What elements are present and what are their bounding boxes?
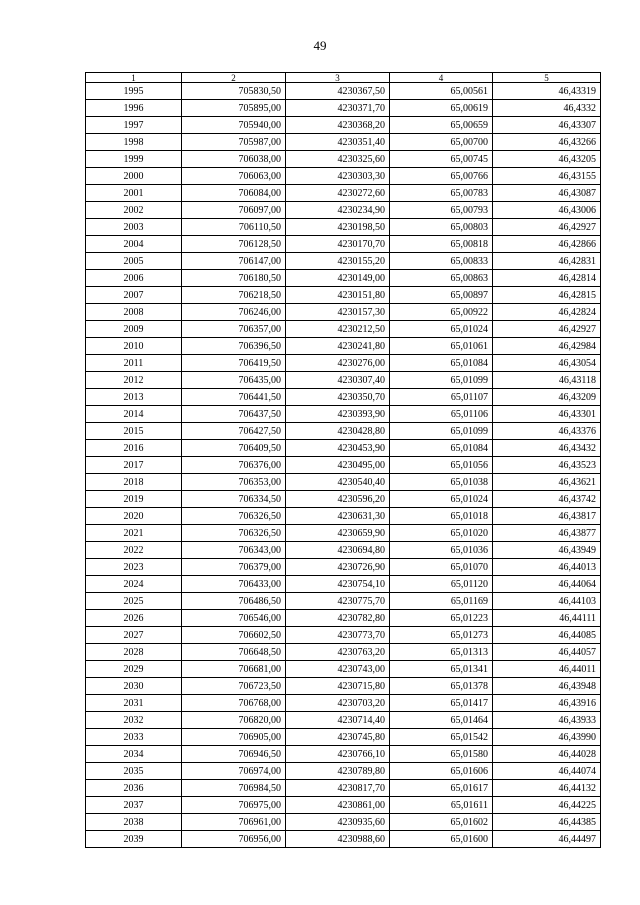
point-number-cell: 2026 <box>86 610 182 627</box>
point-number-cell: 2018 <box>86 474 182 491</box>
longitude-cell: 65,00818 <box>390 236 493 253</box>
point-number-cell: 2034 <box>86 746 182 763</box>
coord-x-cell: 706038,00 <box>182 151 286 168</box>
latitude-cell: 46,43948 <box>493 678 601 695</box>
table-row <box>86 763 601 780</box>
table-row <box>86 406 601 423</box>
coord-x-cell: 706427,50 <box>182 423 286 440</box>
table-row <box>86 270 601 287</box>
longitude-cell: 65,01273 <box>390 627 493 644</box>
table-header <box>86 73 601 83</box>
coord-y-cell: 4230151,80 <box>286 287 390 304</box>
table-row <box>86 253 601 270</box>
longitude-cell: 65,01602 <box>390 814 493 831</box>
coord-y-cell: 4230272,60 <box>286 185 390 202</box>
latitude-cell: 46,43319 <box>493 83 601 100</box>
table-row <box>86 627 601 644</box>
table-row <box>86 321 601 338</box>
longitude-cell: 65,01061 <box>390 338 493 355</box>
coord-y-cell: 4230155,20 <box>286 253 390 270</box>
table-row <box>86 610 601 627</box>
coord-x-cell: 706180,50 <box>182 270 286 287</box>
coord-x-cell: 706084,00 <box>182 185 286 202</box>
coord-y-cell: 4230726,90 <box>286 559 390 576</box>
point-number-cell: 2019 <box>86 491 182 508</box>
table-row <box>86 712 601 729</box>
latitude-cell: 46,43877 <box>493 525 601 542</box>
coord-x-cell: 706433,00 <box>182 576 286 593</box>
coord-x-cell: 706946,50 <box>182 746 286 763</box>
point-number-cell: 2031 <box>86 695 182 712</box>
longitude-cell: 65,01038 <box>390 474 493 491</box>
table-body <box>86 83 601 848</box>
table-row <box>86 780 601 797</box>
longitude-cell: 65,01107 <box>390 389 493 406</box>
table-row <box>86 644 601 661</box>
longitude-cell: 65,01606 <box>390 763 493 780</box>
coord-x-cell: 706147,00 <box>182 253 286 270</box>
latitude-cell: 46,44132 <box>493 780 601 797</box>
table-row <box>86 746 601 763</box>
point-number-cell: 2024 <box>86 576 182 593</box>
latitude-cell: 46,43523 <box>493 457 601 474</box>
latitude-cell: 46,43054 <box>493 355 601 372</box>
point-number-cell: 2032 <box>86 712 182 729</box>
longitude-cell: 65,00700 <box>390 134 493 151</box>
table-row <box>86 355 601 372</box>
coord-x-cell: 706984,50 <box>182 780 286 797</box>
longitude-cell: 65,01600 <box>390 831 493 848</box>
point-number-cell: 2002 <box>86 202 182 219</box>
coord-y-cell: 4230157,30 <box>286 304 390 321</box>
coord-y-cell: 4230754,10 <box>286 576 390 593</box>
latitude-cell: 46,43817 <box>493 508 601 525</box>
table-row <box>86 729 601 746</box>
longitude-cell: 65,01542 <box>390 729 493 746</box>
point-number-cell: 2016 <box>86 440 182 457</box>
coord-y-cell: 4230351,40 <box>286 134 390 151</box>
coord-x-cell: 706379,00 <box>182 559 286 576</box>
coord-x-cell: 705940,00 <box>182 117 286 134</box>
coord-y-cell: 4230861,00 <box>286 797 390 814</box>
point-number-cell: 2020 <box>86 508 182 525</box>
table-row <box>86 372 601 389</box>
coord-y-cell: 4230495,00 <box>286 457 390 474</box>
coord-y-cell: 4230428,80 <box>286 423 390 440</box>
coord-x-cell: 706396,50 <box>182 338 286 355</box>
latitude-cell: 46,44225 <box>493 797 601 814</box>
coord-y-cell: 4230303,30 <box>286 168 390 185</box>
coord-y-cell: 4230241,80 <box>286 338 390 355</box>
coord-x-cell: 706419,50 <box>182 355 286 372</box>
point-number-cell: 2007 <box>86 287 182 304</box>
longitude-cell: 65,01099 <box>390 423 493 440</box>
coord-x-cell: 706546,00 <box>182 610 286 627</box>
longitude-cell: 65,01024 <box>390 491 493 508</box>
latitude-cell: 46,43301 <box>493 406 601 423</box>
longitude-cell: 65,01056 <box>390 457 493 474</box>
point-number-cell: 2028 <box>86 644 182 661</box>
table-row <box>86 304 601 321</box>
point-number-cell: 2006 <box>86 270 182 287</box>
coord-x-cell: 706437,50 <box>182 406 286 423</box>
longitude-cell: 65,01341 <box>390 661 493 678</box>
coord-x-cell: 706768,00 <box>182 695 286 712</box>
coord-x-cell: 706110,50 <box>182 219 286 236</box>
point-number-cell: 2025 <box>86 593 182 610</box>
coord-x-cell: 706486,50 <box>182 593 286 610</box>
coord-y-cell: 4230773,70 <box>286 627 390 644</box>
coord-y-cell: 4230766,10 <box>286 746 390 763</box>
table-row <box>86 831 601 848</box>
latitude-cell: 46,43376 <box>493 423 601 440</box>
point-number-cell: 2017 <box>86 457 182 474</box>
point-number-cell: 2033 <box>86 729 182 746</box>
longitude-cell: 65,00659 <box>390 117 493 134</box>
point-number-cell: 2003 <box>86 219 182 236</box>
table-row <box>86 491 601 508</box>
coord-y-cell: 4230596,20 <box>286 491 390 508</box>
coord-x-cell: 706648,50 <box>182 644 286 661</box>
coord-x-cell: 705830,50 <box>182 83 286 100</box>
longitude-cell: 65,01020 <box>390 525 493 542</box>
latitude-cell: 46,44064 <box>493 576 601 593</box>
latitude-cell: 46,42866 <box>493 236 601 253</box>
coord-y-cell: 4230453,90 <box>286 440 390 457</box>
longitude-cell: 65,01120 <box>390 576 493 593</box>
longitude-cell: 65,01313 <box>390 644 493 661</box>
table-row <box>86 287 601 304</box>
longitude-cell: 65,01417 <box>390 695 493 712</box>
longitude-cell: 65,01024 <box>390 321 493 338</box>
longitude-cell: 65,00803 <box>390 219 493 236</box>
coord-x-cell: 706128,50 <box>182 236 286 253</box>
latitude-cell: 46,43990 <box>493 729 601 746</box>
latitude-cell: 46,43621 <box>493 474 601 491</box>
point-number-cell: 2023 <box>86 559 182 576</box>
column-header-2: 2 <box>182 73 286 83</box>
coord-x-cell: 705987,00 <box>182 134 286 151</box>
point-number-cell: 2001 <box>86 185 182 202</box>
table-row <box>86 338 601 355</box>
coord-y-cell: 4230694,80 <box>286 542 390 559</box>
longitude-cell: 65,01169 <box>390 593 493 610</box>
coord-y-cell: 4230276,00 <box>286 355 390 372</box>
column-header-4: 4 <box>390 73 493 83</box>
longitude-cell: 65,00922 <box>390 304 493 321</box>
coord-x-cell: 706357,00 <box>182 321 286 338</box>
coord-x-cell: 706376,00 <box>182 457 286 474</box>
coord-x-cell: 706723,50 <box>182 678 286 695</box>
coord-y-cell: 4230935,60 <box>286 814 390 831</box>
coord-y-cell: 4230371,70 <box>286 100 390 117</box>
point-number-cell: 2015 <box>86 423 182 440</box>
longitude-cell: 65,01580 <box>390 746 493 763</box>
table-row <box>86 593 601 610</box>
point-number-cell: 2021 <box>86 525 182 542</box>
coord-y-cell: 4230367,50 <box>286 83 390 100</box>
coord-x-cell: 706097,00 <box>182 202 286 219</box>
point-number-cell: 2000 <box>86 168 182 185</box>
longitude-cell: 65,00793 <box>390 202 493 219</box>
coord-y-cell: 4230212,50 <box>286 321 390 338</box>
latitude-cell: 46,43933 <box>493 712 601 729</box>
point-number-cell: 2012 <box>86 372 182 389</box>
point-number-cell: 2027 <box>86 627 182 644</box>
longitude-cell: 65,00745 <box>390 151 493 168</box>
coord-y-cell: 4230745,80 <box>286 729 390 746</box>
coord-x-cell: 706956,00 <box>182 831 286 848</box>
table-row <box>86 202 601 219</box>
latitude-cell: 46,42927 <box>493 321 601 338</box>
coord-y-cell: 4230325,60 <box>286 151 390 168</box>
latitude-cell: 46,43118 <box>493 372 601 389</box>
longitude-cell: 65,01070 <box>390 559 493 576</box>
coord-y-cell: 4230789,80 <box>286 763 390 780</box>
latitude-cell: 46,42927 <box>493 219 601 236</box>
coord-y-cell: 4230659,90 <box>286 525 390 542</box>
latitude-cell: 46,43006 <box>493 202 601 219</box>
coord-x-cell: 706441,50 <box>182 389 286 406</box>
table-row <box>86 83 601 100</box>
latitude-cell: 46,43949 <box>493 542 601 559</box>
coord-y-cell: 4230198,50 <box>286 219 390 236</box>
latitude-cell: 46,44057 <box>493 644 601 661</box>
coord-y-cell: 4230393,90 <box>286 406 390 423</box>
latitude-cell: 46,43087 <box>493 185 601 202</box>
coord-x-cell: 706326,50 <box>182 525 286 542</box>
table-row <box>86 185 601 202</box>
point-number-cell: 2037 <box>86 797 182 814</box>
latitude-cell: 46,44111 <box>493 610 601 627</box>
point-number-cell: 1995 <box>86 83 182 100</box>
column-header-5: 5 <box>493 73 601 83</box>
point-number-cell: 2013 <box>86 389 182 406</box>
latitude-cell: 46,42824 <box>493 304 601 321</box>
coord-y-cell: 4230817,70 <box>286 780 390 797</box>
point-number-cell: 2011 <box>86 355 182 372</box>
longitude-cell: 65,01099 <box>390 372 493 389</box>
coord-x-cell: 706063,00 <box>182 168 286 185</box>
longitude-cell: 65,01464 <box>390 712 493 729</box>
longitude-cell: 65,00619 <box>390 100 493 117</box>
point-number-cell: 2022 <box>86 542 182 559</box>
longitude-cell: 65,00897 <box>390 287 493 304</box>
point-number-cell: 1997 <box>86 117 182 134</box>
latitude-cell: 46,43742 <box>493 491 601 508</box>
longitude-cell: 65,01084 <box>390 440 493 457</box>
latitude-cell: 46,43307 <box>493 117 601 134</box>
table-row <box>86 474 601 491</box>
latitude-cell: 46,44028 <box>493 746 601 763</box>
table-row <box>86 423 601 440</box>
point-number-cell: 2010 <box>86 338 182 355</box>
coord-y-cell: 4230149,00 <box>286 270 390 287</box>
latitude-cell: 46,42984 <box>493 338 601 355</box>
point-number-cell: 2038 <box>86 814 182 831</box>
table-row <box>86 542 601 559</box>
latitude-cell: 46,44085 <box>493 627 601 644</box>
coord-x-cell: 706334,50 <box>182 491 286 508</box>
table-row <box>86 100 601 117</box>
longitude-cell: 65,01223 <box>390 610 493 627</box>
point-number-cell: 1998 <box>86 134 182 151</box>
point-number-cell: 2009 <box>86 321 182 338</box>
table-row <box>86 678 601 695</box>
table-row <box>86 134 601 151</box>
table-row <box>86 525 601 542</box>
table-row <box>86 576 601 593</box>
coord-x-cell: 706353,00 <box>182 474 286 491</box>
latitude-cell: 46,44013 <box>493 559 601 576</box>
longitude-cell: 65,00863 <box>390 270 493 287</box>
coord-y-cell: 4230307,40 <box>286 372 390 389</box>
point-number-cell: 2036 <box>86 780 182 797</box>
longitude-cell: 65,01611 <box>390 797 493 814</box>
coord-y-cell: 4230782,80 <box>286 610 390 627</box>
longitude-cell: 65,01378 <box>390 678 493 695</box>
longitude-cell: 65,01106 <box>390 406 493 423</box>
latitude-cell: 46,43209 <box>493 389 601 406</box>
coord-x-cell: 706435,00 <box>182 372 286 389</box>
latitude-cell: 46,43916 <box>493 695 601 712</box>
latitude-cell: 46,44497 <box>493 831 601 848</box>
longitude-cell: 65,01617 <box>390 780 493 797</box>
coord-x-cell: 706681,00 <box>182 661 286 678</box>
column-header-3: 3 <box>286 73 390 83</box>
latitude-cell: 46,44011 <box>493 661 601 678</box>
point-number-cell: 2004 <box>86 236 182 253</box>
coord-y-cell: 4230743,00 <box>286 661 390 678</box>
coord-y-cell: 4230350,70 <box>286 389 390 406</box>
coord-x-cell: 706974,00 <box>182 763 286 780</box>
coord-x-cell: 706409,50 <box>182 440 286 457</box>
table-row <box>86 236 601 253</box>
column-header-1: 1 <box>86 73 182 83</box>
header-row <box>86 73 601 83</box>
latitude-cell: 46,43155 <box>493 168 601 185</box>
longitude-cell: 65,00783 <box>390 185 493 202</box>
coordinates-table <box>85 72 601 848</box>
point-number-cell: 2005 <box>86 253 182 270</box>
coord-x-cell: 706326,50 <box>182 508 286 525</box>
coord-x-cell: 706905,00 <box>182 729 286 746</box>
table-row <box>86 457 601 474</box>
table-row <box>86 797 601 814</box>
longitude-cell: 65,01084 <box>390 355 493 372</box>
table-row <box>86 559 601 576</box>
table-row <box>86 168 601 185</box>
table-row <box>86 117 601 134</box>
point-number-cell: 2035 <box>86 763 182 780</box>
longitude-cell: 65,01018 <box>390 508 493 525</box>
coord-x-cell: 706246,00 <box>182 304 286 321</box>
point-number-cell: 1999 <box>86 151 182 168</box>
coord-x-cell: 706218,50 <box>182 287 286 304</box>
latitude-cell: 46,44385 <box>493 814 601 831</box>
latitude-cell: 46,4332 <box>493 100 601 117</box>
table-row <box>86 695 601 712</box>
coord-y-cell: 4230715,80 <box>286 678 390 695</box>
latitude-cell: 46,42831 <box>493 253 601 270</box>
point-number-cell: 2039 <box>86 831 182 848</box>
point-number-cell: 2029 <box>86 661 182 678</box>
coord-x-cell: 706820,00 <box>182 712 286 729</box>
point-number-cell: 2008 <box>86 304 182 321</box>
table-row <box>86 814 601 831</box>
latitude-cell: 46,44074 <box>493 763 601 780</box>
coord-x-cell: 706975,00 <box>182 797 286 814</box>
coord-y-cell: 4230988,60 <box>286 831 390 848</box>
table-row <box>86 219 601 236</box>
coord-x-cell: 706602,50 <box>182 627 286 644</box>
table-row <box>86 389 601 406</box>
longitude-cell: 65,00833 <box>390 253 493 270</box>
point-number-cell: 2030 <box>86 678 182 695</box>
coord-y-cell: 4230703,20 <box>286 695 390 712</box>
point-number-cell: 2014 <box>86 406 182 423</box>
table-row <box>86 661 601 678</box>
table-row <box>86 440 601 457</box>
table-row <box>86 508 601 525</box>
coord-y-cell: 4230763,20 <box>286 644 390 661</box>
coord-y-cell: 4230540,40 <box>286 474 390 491</box>
coord-y-cell: 4230234,90 <box>286 202 390 219</box>
coord-y-cell: 4230631,30 <box>286 508 390 525</box>
latitude-cell: 46,42815 <box>493 287 601 304</box>
latitude-cell: 46,42814 <box>493 270 601 287</box>
coord-y-cell: 4230170,70 <box>286 236 390 253</box>
coord-y-cell: 4230775,70 <box>286 593 390 610</box>
coord-y-cell: 4230368,20 <box>286 117 390 134</box>
latitude-cell: 46,43266 <box>493 134 601 151</box>
coord-y-cell: 4230714,40 <box>286 712 390 729</box>
longitude-cell: 65,01036 <box>390 542 493 559</box>
page-number: 49 <box>313 38 327 53</box>
latitude-cell: 46,44103 <box>493 593 601 610</box>
coord-x-cell: 705895,00 <box>182 100 286 117</box>
coord-x-cell: 706961,00 <box>182 814 286 831</box>
latitude-cell: 46,43432 <box>493 440 601 457</box>
coord-x-cell: 706343,00 <box>182 542 286 559</box>
longitude-cell: 65,00561 <box>390 83 493 100</box>
latitude-cell: 46,43205 <box>493 151 601 168</box>
point-number-cell: 1996 <box>86 100 182 117</box>
longitude-cell: 65,00766 <box>390 168 493 185</box>
table-row <box>86 151 601 168</box>
